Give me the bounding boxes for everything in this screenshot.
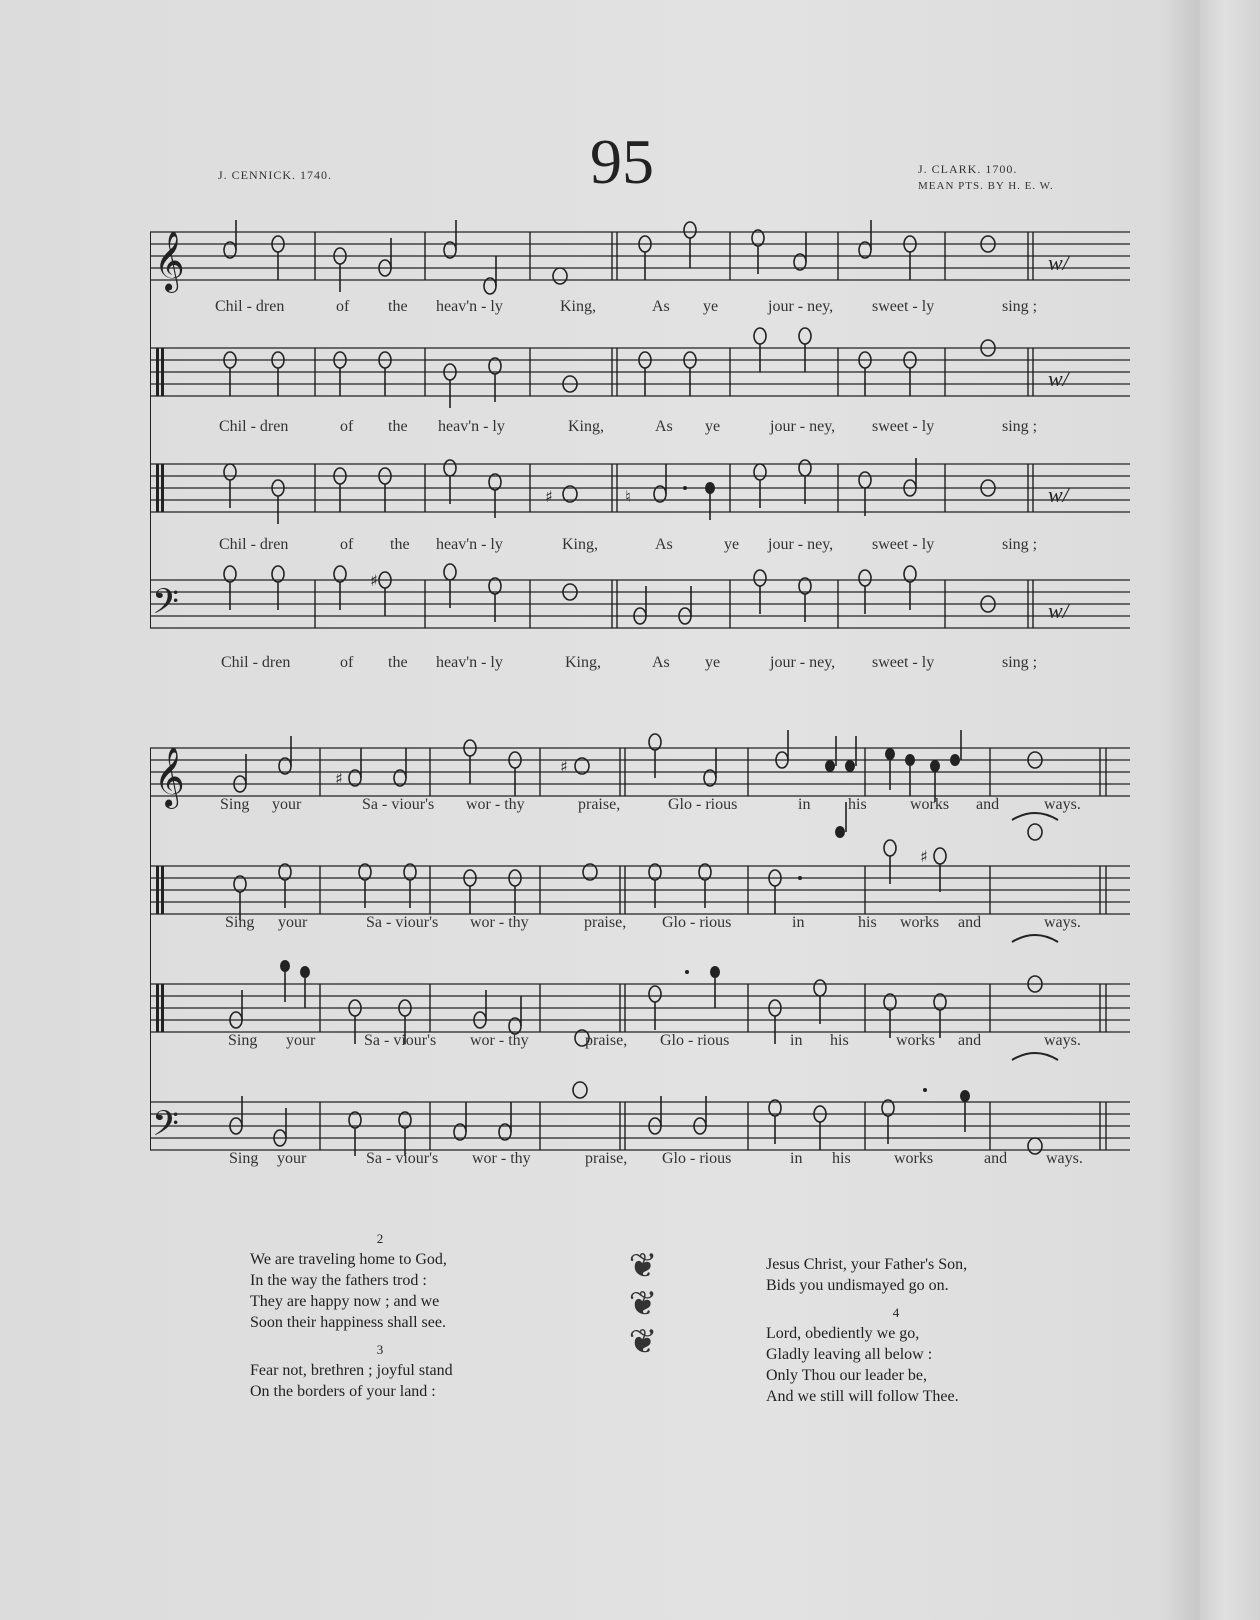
- lyric: heav'n - ly: [436, 298, 503, 315]
- lyric: ways.: [1044, 1032, 1081, 1049]
- lyric: works: [896, 1032, 936, 1049]
- lyric: As: [655, 536, 673, 553]
- lyric: sing ;: [1002, 654, 1038, 671]
- lyric: Chil - dren: [221, 654, 291, 671]
- lyric: of: [340, 536, 354, 553]
- sharp-icon: ♯: [335, 769, 343, 788]
- verse-line: And we still will follow Thee.: [766, 1388, 959, 1405]
- verse-line: Jesus Christ, your Father's Son,: [766, 1256, 968, 1273]
- lyric: Chil - dren: [219, 536, 289, 553]
- verse-line: Fear not, brethren ; joyful stand: [250, 1362, 453, 1379]
- lyric: Sa - viour's: [366, 1150, 439, 1167]
- lyric: his: [830, 1032, 849, 1049]
- lyric: works: [900, 914, 940, 931]
- sharp-icon: ♯: [920, 847, 928, 866]
- lyric: ye: [703, 298, 719, 315]
- verse-line: Gladly leaving all below :: [766, 1346, 933, 1363]
- svg-text:w/: w/: [1048, 482, 1069, 507]
- lyric: your: [272, 796, 302, 813]
- lyric: Sa - viour's: [364, 1032, 437, 1049]
- score-system-2: [150, 716, 1130, 1182]
- lyric: praise,: [578, 796, 621, 813]
- lyric: praise,: [585, 1032, 628, 1049]
- lyric: the: [388, 654, 408, 671]
- sharp-icon: ♯: [560, 757, 568, 776]
- lyric: jour - ney,: [768, 536, 834, 553]
- composer-credit: J. CLARK. 1700.: [918, 162, 1018, 176]
- verse-line: They are happy now ; and we: [250, 1293, 440, 1310]
- lyric: wor - thy: [472, 1150, 531, 1167]
- lyric: jour - ney,: [770, 654, 836, 671]
- lyric: jour - ney,: [770, 418, 836, 435]
- tenor-c-clef-icon: [156, 866, 164, 1032]
- verse-line: On the borders of your land :: [250, 1383, 436, 1400]
- lyric: Chil - dren: [215, 298, 285, 315]
- lyric: your: [278, 914, 308, 931]
- svg-text:w/: w/: [1048, 250, 1069, 275]
- verse-line: Soon their happiness shall see.: [250, 1314, 446, 1331]
- treble-clef-icon: 𝄞: [154, 747, 185, 807]
- lyric: ways.: [1044, 796, 1081, 813]
- lyric: sing ;: [1002, 418, 1038, 435]
- verse-line: Lord, obediently we go,: [766, 1325, 920, 1342]
- lyric: in: [792, 914, 805, 931]
- page-edge: [1200, 0, 1260, 1620]
- lyric: heav'n - ly: [436, 654, 503, 671]
- lyric: Sing: [229, 1150, 259, 1167]
- lyric: your: [286, 1032, 316, 1049]
- lyric: sweet - ly: [872, 536, 935, 553]
- lyric: heav'n - ly: [438, 418, 505, 435]
- lyric: Chil - dren: [219, 418, 289, 435]
- lyric: jour - ney,: [768, 298, 834, 315]
- lyric: of: [340, 654, 354, 671]
- lyric: sing ;: [1002, 298, 1038, 315]
- lyric: ye: [724, 536, 740, 553]
- verse-line: Bids you undismayed go on.: [766, 1277, 949, 1294]
- lyric: Glo - rious: [662, 914, 732, 931]
- lyric: Glo - rious: [660, 1032, 730, 1049]
- lyric: praise,: [585, 1150, 628, 1167]
- sharp-icon: ♯: [370, 571, 378, 590]
- lyric: and: [984, 1150, 1008, 1167]
- lyric: your: [277, 1150, 307, 1167]
- lyric: ways.: [1046, 1150, 1083, 1167]
- lyric: and: [958, 914, 982, 931]
- lyric: King,: [562, 536, 598, 553]
- lyric: Sing: [228, 1032, 258, 1049]
- lyric: wor - thy: [470, 1032, 529, 1049]
- lyric: and: [976, 796, 1000, 813]
- lyric: and: [958, 1032, 982, 1049]
- lyric: in: [798, 796, 811, 813]
- verse-line: We are traveling home to God,: [250, 1251, 447, 1268]
- hymn-number: 95: [590, 126, 654, 197]
- lyric: praise,: [584, 914, 627, 931]
- lyric: the: [390, 536, 410, 553]
- treble-clef-icon: 𝄞: [154, 231, 185, 291]
- verse-line: Only Thou our leader be,: [766, 1367, 927, 1384]
- lyric: As: [655, 418, 673, 435]
- lyric: ye: [705, 654, 721, 671]
- verse-number: 2: [376, 1231, 384, 1246]
- lyric: As: [652, 298, 670, 315]
- lyric: the: [388, 298, 408, 315]
- repeat-sign-icon: [1048, 250, 1071, 623]
- verse-number: 4: [892, 1305, 900, 1320]
- lyric: wor - thy: [466, 796, 525, 813]
- verse-line: In the way the fathers trod :: [250, 1272, 427, 1289]
- lyric: in: [790, 1032, 803, 1049]
- lyric: ye: [705, 418, 721, 435]
- lyric: sweet - ly: [872, 418, 935, 435]
- lyric: of: [336, 298, 350, 315]
- lyric: his: [858, 914, 877, 931]
- bass-clef-icon: 𝄢: [152, 1103, 180, 1152]
- lyric: Sa - viour's: [362, 796, 435, 813]
- svg-text:w/: w/: [1048, 366, 1069, 391]
- lyric: Glo - rious: [668, 796, 738, 813]
- sharp-icon: ♯: [545, 487, 553, 506]
- natural-icon: ♮: [625, 487, 631, 506]
- score-system-1: [150, 220, 1130, 660]
- lyric: heav'n - ly: [436, 536, 503, 553]
- verses-left-column: [250, 1228, 510, 1402]
- lyric: Sing: [220, 796, 250, 813]
- lyric: works: [910, 796, 950, 813]
- lyric: Glo - rious: [662, 1150, 732, 1167]
- lyric: Sing: [225, 914, 255, 931]
- lyric: his: [848, 796, 867, 813]
- lyric: sing ;: [1002, 536, 1038, 553]
- lyric: King,: [565, 654, 601, 671]
- author-credit: J. CENNICK. 1740.: [218, 168, 333, 182]
- notes-system-2: [230, 716, 1058, 1156]
- lyric: ways.: [1044, 914, 1081, 931]
- lyric: Sa - viour's: [366, 914, 439, 931]
- bass-clef-icon: 𝄢: [152, 581, 180, 630]
- svg-text:w/: w/: [1048, 598, 1069, 623]
- verse-number: 3: [376, 1342, 384, 1357]
- lyric: wor - thy: [470, 914, 529, 931]
- lyric: sweet - ly: [872, 298, 935, 315]
- lyric: of: [340, 418, 354, 435]
- lyric: in: [790, 1150, 803, 1167]
- lyric: King,: [560, 298, 596, 315]
- lyric: his: [832, 1150, 851, 1167]
- lyric: King,: [568, 418, 604, 435]
- arranger-credit: MEAN PTS. BY H. E. W.: [918, 180, 1054, 192]
- verses-right-column: [766, 1254, 1026, 1407]
- lyric: works: [894, 1150, 934, 1167]
- lyric: sweet - ly: [872, 654, 935, 671]
- fleuron-ornament-icon: ❦ ❦ ❦: [628, 1248, 658, 1361]
- lyric: the: [388, 418, 408, 435]
- lyric: As: [652, 654, 670, 671]
